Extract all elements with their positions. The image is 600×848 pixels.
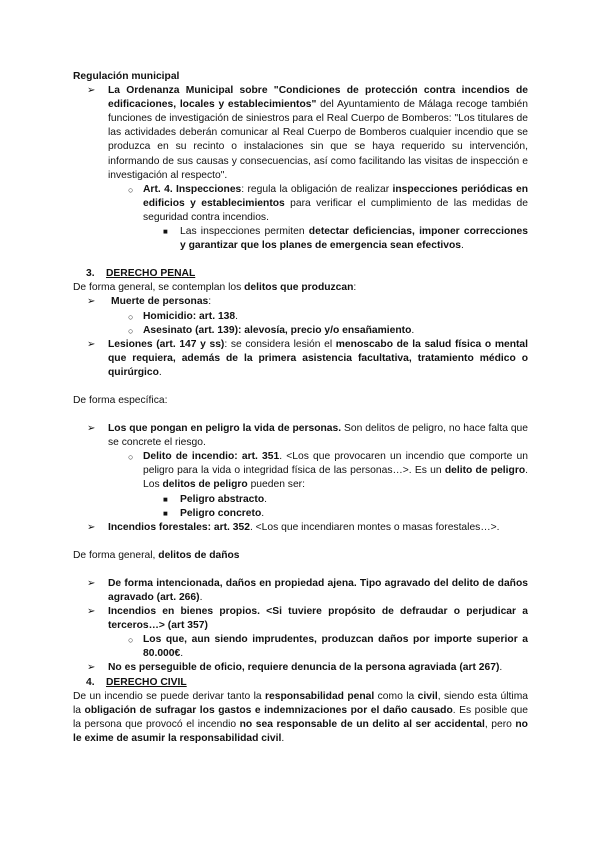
document-page <box>73 70 528 746</box>
list-item-peligro-concreto: ■ Peligro concreto. <box>73 507 528 521</box>
list-item-peligro: ➢ Los que pongan en peligro la vida de personas. Son delitos de peligro, no hace falta que se concrete el riesgo. <box>87 423 528 449</box>
paragraph-danos: De forma general, delitos de daños <box>73 549 240 561</box>
arrow-bullet-icon: ➢ <box>87 606 96 618</box>
arrow-bullet-icon: ➢ <box>87 423 96 435</box>
list-item-peligro-abstracto: ■ Peligro abstracto. <box>73 493 528 507</box>
list-item-forestales: ➢ Incendios forestales: art. 352. <Los que incendiaren montes o masas forestales…>. <box>73 521 528 535</box>
square-bullet-icon: ■ <box>163 227 168 237</box>
arrow-bullet-icon: ➢ <box>87 577 96 589</box>
circle-bullet-icon: ○ <box>128 635 134 646</box>
list-item-delito-incendio: ○ Delito de incendio: art. 351. <Los que provocaren un incendio que comporte un peligro para la vida o integridad física de las personas…>. Es un delito de peligro. Los delitos de peligro pueden ser: <box>128 451 528 491</box>
list-item-homicidio: ○ Homicidio: art. 138. <box>73 310 528 324</box>
list-item-bienes-propios: ➢ Incendios en bienes propios. <Si tuviere propósito de defraudar o perjudicar a terceros…> (art 357) <box>87 606 528 632</box>
section-title-regulacion: Regulación municipal <box>73 71 180 82</box>
list-item-danos-intencionada: ➢ De forma intencionada, daños en propiedad ajena. Tipo agravado del delito de daños agravado (art. 266). <box>87 577 528 603</box>
square-bullet-icon: ■ <box>163 494 168 504</box>
arrow-bullet-icon: ➢ <box>87 85 96 97</box>
list-item-ordenanza: ➢ La Ordenanza Municipal sobre "Condiciones de protección contra incendios de edificaciones, locales y establecimientos" del Ayuntamiento de Málaga recoge también funciones de investigación de siniestros para el Real Cuerpo de Bomberos: "Los titulares de las actividades deberán comunicar al Real Cuerpo de Bomberos cualquier incendio que se produzca en su recinto o instalaciones sin que se haya requerido su intervención, informando de sus causas y consecuencias, así como facilitando las visitas de inspección e investigación al respecto". <box>87 85 528 181</box>
circle-bullet-icon: ○ <box>128 325 134 336</box>
circle-bullet-icon: ○ <box>128 452 134 463</box>
arrow-bullet-icon: ➢ <box>87 296 96 308</box>
heading-derecho-penal: 3. DERECHO PENAL <box>86 268 196 280</box>
list-item-inspecciones: ■ Las inspecciones permiten detectar deficiencias, imponer correcciones y garantizar que los planes de emergencia sean efectivos. <box>163 226 528 252</box>
paragraph-especifica: De forma específica: <box>73 394 168 406</box>
list-item-imprudentes: ○ Los que, aun siendo imprudentes, produzcan daños por importe superior a 80.000€. <box>128 634 528 660</box>
arrow-bullet-icon: ➢ <box>87 338 96 350</box>
list-item-muerte: ➢ Muerte de personas: <box>73 295 528 309</box>
paragraph-general: De forma general, se contemplan los delitos que produzcan: <box>73 282 357 294</box>
paragraph-civil: De un incendio se puede derivar tanto la responsabilidad penal como la civil, siendo esta última la obligación de sufragar los gastos e indemnizaciones por el daño causado. Es posible que la persona que provocó el incendio no sea responsable de un delito al ser accidental, pero no le exime de asumir la responsabilidad civil. <box>73 690 528 744</box>
list-item-lesiones: ➢ Lesiones (art. 147 y ss): se considera lesión el menoscabo de la salud física o mental que requiera, además de la primera asistencia facultativa, tratamiento médico o quirúrgico. <box>87 338 529 378</box>
square-bullet-icon: ■ <box>163 508 168 518</box>
list-item-no-perseguible: ➢ No es perseguible de oficio, requiere denuncia de la persona agraviada (art 267). <box>73 661 528 675</box>
list-item-asesinato: ○ Asesinato (art. 139): alevosía, precio y/o ensañamiento. <box>73 324 528 338</box>
arrow-bullet-icon: ➢ <box>87 521 96 533</box>
heading-derecho-civil: 4. DERECHO CIVIL <box>86 676 187 688</box>
list-item-art4: ○ Art. 4. Inspecciones: regula la obligación de realizar inspecciones periódicas en edificios y establecimientos para verificar el cumplimiento de las medidas de seguridad contra incendios. <box>128 183 528 223</box>
circle-bullet-icon: ○ <box>128 311 134 322</box>
circle-bullet-icon: ○ <box>128 184 134 195</box>
arrow-bullet-icon: ➢ <box>87 662 96 674</box>
